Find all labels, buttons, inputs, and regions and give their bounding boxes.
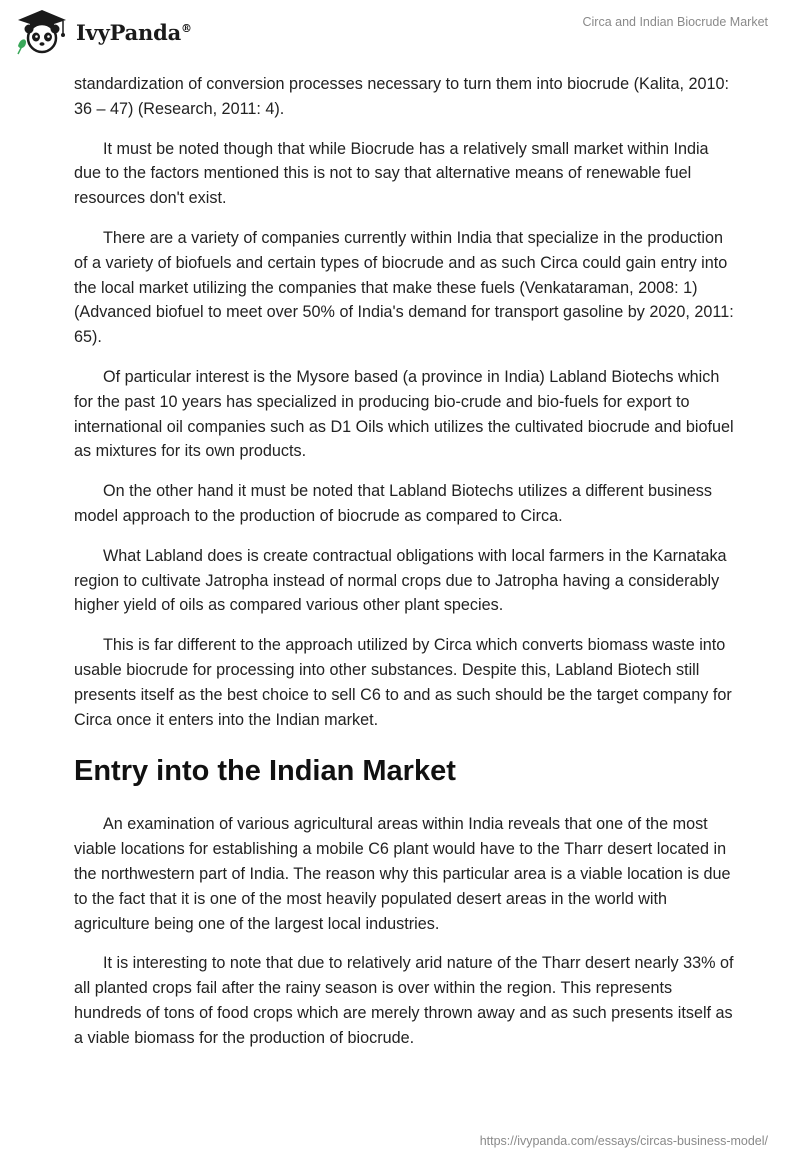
paragraph: standardization of conversion processes necessary to turn them into biocrude (Kalita, 2010: 36 – 47) (Research, 2011: 4). — [74, 75, 730, 118]
paragraph: On the other hand it must be noted that Labland Biotechs utilizes a different business model approach to the production of biocrude as compared to Circa. — [74, 482, 712, 525]
paragraph: There are a variety of companies currently within India that specialize in the production of a variety of biofuels and certain types of biocrude and as such Circa could gain entry into the local market utilizing the companies that make these fuels (Venkataraman, 2008: 1) (Advanced biofuel to meet over 50% of India's demand for transport gasoline by 2020, 2011: 65). — [74, 228, 734, 347]
paragraph: This is far different to the approach utilized by Circa which converts biomass waste into usable biocrude for processing into other substances. Despite this, Labland Biotech still presents itself as the best choice to sell C6 to and as such should be the target company for Circa once it enters into the Indian market. — [74, 636, 732, 729]
ivypanda-logo[interactable] — [14, 8, 192, 56]
brand-name: IvyPanda® — [76, 19, 192, 45]
paragraph: It is interesting to note that due to relatively arid nature of the Tharr desert nearly 33% of all planted crops fail after the rainy season is over within the region. This represents hundreds of tons of food crops which are merely thrown away and as such presents itself as a viable biomass for the production of biocrude. — [74, 954, 734, 1047]
section-heading: Entry into the Indian Market — [74, 755, 456, 788]
essay-content — [74, 72, 734, 1066]
paragraph: It must be noted though that while Biocrude has a relatively small market within India due to the factors mentioned this is not to say that alternative means of renewable fuel resources don't exist. — [74, 139, 709, 208]
panda-graduate-icon — [14, 8, 70, 56]
source-url[interactable]: https://ivypanda.com/essays/circas-business-model/ — [479, 1134, 768, 1148]
paragraph: What Labland does is create contractual obligations with local farmers in the Karnataka region to cultivate Jatropha instead of normal crops due to Jatropha having a considerably higher yield of oils as compared various other plant species. — [74, 546, 727, 615]
paragraph: Of particular interest is the Mysore based (a province in India) Labland Biotechs which for the past 10 years has specialized in producing bio-crude and bio-fuels for export to international oil companies such as D1 Oils which utilizes the cultivated biocrude and biofuel as mixtures for its own products. — [74, 367, 734, 461]
paragraph: An examination of various agricultural areas within India reveals that one of the most viable locations for establishing a mobile C6 plant would have to the Tharr desert located in the northwestern part of India. The reason why this particular area is a viable location is due to the fact that it is one of the most heavily populated desert areas in the world with agriculture being one of the largest local industries. — [74, 815, 731, 933]
page-header — [0, 0, 800, 64]
document-title: Circa and Indian Biocrude Market — [582, 15, 768, 29]
